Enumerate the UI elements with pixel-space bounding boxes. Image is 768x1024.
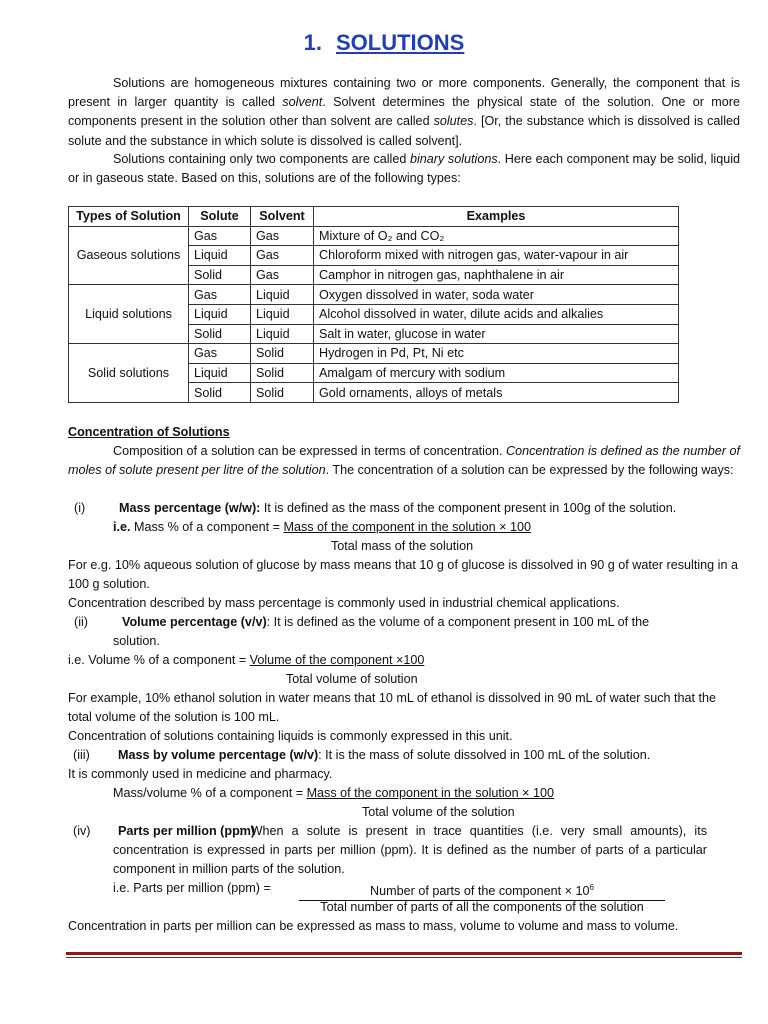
- mass-example: For e.g. 10% aqueous solution of glucose by mass means that 10 g of glucose is dissolved in 90 g of water resulting in a 100 g solution.: [68, 558, 738, 592]
- formula-exponent: 6: [589, 883, 594, 892]
- formula-lhs: i.e. Parts per million (ppm) =: [113, 881, 271, 895]
- formula-lhs: i.e. Volume % of a component =: [68, 653, 250, 667]
- table-row: [69, 344, 679, 364]
- table-header-row: [69, 207, 679, 227]
- solvent-cell: Solid: [251, 363, 314, 383]
- solute-cell: Solid: [189, 265, 251, 285]
- solute-cell: Gas: [189, 285, 251, 305]
- intro-paragraph-2: [68, 150, 740, 188]
- intro-text: . [Or, the substance which is dissolved is called solute and the substance in which solute is dissolved is called solvent].: [68, 114, 740, 148]
- item-definition: It is defined as the mass of the component present in 100g of the solution.: [260, 501, 677, 515]
- type-cell: Solid solutions: [69, 344, 189, 403]
- concentration-definition: Concentration is defined as the number of moles of solute present per litre of the solution: [68, 444, 741, 478]
- concentration-intro: [68, 442, 740, 480]
- solvent-cell: Liquid: [251, 285, 314, 305]
- header-cell: Types of Solution: [69, 207, 189, 227]
- formula-lhs: Mass % of a component =: [130, 520, 284, 534]
- type-cell: Liquid solutions: [69, 285, 189, 344]
- mass-volume-usage: It is commonly used in medicine and pharmacy.: [68, 767, 333, 781]
- formula-numerator: Mass of the component in the solution × 100: [283, 520, 531, 534]
- item-number: (iii): [73, 748, 90, 762]
- section-heading: Concentration of Solutions: [68, 425, 230, 439]
- intro-text: Solutions containing only two components are called: [113, 152, 410, 166]
- formula-numerator: Number of parts of the component × 10: [370, 884, 590, 899]
- header-cell: Solvent: [251, 207, 314, 227]
- item-definition-cont: solution.: [113, 634, 160, 648]
- ppm-definition: : When a solute is present in trace quantities (i.e. very small amounts), its concentration is expressed in parts per million (ppm). It is defined as the number of parts of a particular component in million parts of the solution.: [113, 824, 707, 877]
- formula-denominator: Total volume of the solution: [362, 805, 515, 819]
- volume-percentage-item: [68, 613, 649, 632]
- item-term: Mass percentage (w/w):: [119, 501, 261, 515]
- item-term: Parts per million (ppm): [118, 824, 256, 838]
- volume-usage: Concentration of solutions containing liquids is commonly expressed in this unit.: [68, 729, 513, 743]
- solute-cell: Gas: [189, 226, 251, 246]
- mass-volume-formula: [113, 784, 554, 803]
- solvent-cell: Liquid: [251, 304, 314, 324]
- solvent-cell: Gas: [251, 265, 314, 285]
- item-number: (iv): [73, 824, 91, 838]
- item-definition: : It is the mass of solute dissolved in 100 mL of the solution.: [318, 748, 651, 762]
- example-cell: Camphor in nitrogen gas, naphthalene in air: [314, 265, 679, 285]
- formula-numerator: Volume of the component ×100: [249, 653, 425, 667]
- mass-usage: Concentration described by mass percentage is commonly used in industrial chemical applications.: [68, 596, 620, 610]
- intro-text: . Here each component may be solid, liquid or in gaseous state. Based on this, solutions are of the following types:: [68, 152, 741, 186]
- solute-cell: Solid: [189, 324, 251, 344]
- formula-denominator: Total volume of solution: [286, 672, 418, 686]
- intro-text: Solutions are homogeneous mixtures containing two or more components. Generally, the component that is present in larger quantity is called: [68, 76, 740, 110]
- item-number: (ii): [74, 615, 88, 629]
- type-cell: Gaseous solutions: [69, 226, 189, 285]
- example-cell: Hydrogen in Pd, Pt, Ni etc: [314, 344, 679, 364]
- term-solvent: solvent: [282, 95, 323, 110]
- mass-percentage-item: [68, 499, 676, 518]
- footer-rule-thin: [66, 957, 742, 958]
- item-term: Volume percentage (v/v): [122, 615, 267, 629]
- formula-lhs: Mass/volume % of a component =: [113, 786, 307, 800]
- intro-text: . Solvent determines the physical state of the solution. One or more components present in the solution other than solvent are called: [68, 95, 740, 129]
- term-solutes: solutes: [433, 114, 474, 129]
- chapter-title: SOLUTIONS: [336, 30, 465, 55]
- intro-text: Composition of a solution can be expressed in terms of concentration.: [113, 444, 507, 458]
- item-term: Mass by volume percentage (w/v): [118, 748, 319, 762]
- ie-label: i.e.: [113, 520, 131, 534]
- formula-denominator: Total number of parts of all the components of the solution: [320, 900, 644, 914]
- solvent-cell: Liquid: [251, 324, 314, 344]
- solvent-cell: Solid: [251, 344, 314, 364]
- example-cell: Salt in water, glucose in water: [314, 324, 679, 344]
- example-cell: Amalgam of mercury with sodium: [314, 363, 679, 383]
- mass-formula: [113, 518, 531, 537]
- solvent-cell: Solid: [251, 383, 314, 403]
- example-cell: Mixture of O₂ and CO₂: [314, 226, 679, 246]
- page-title: [0, 30, 768, 56]
- mass-volume-item: [68, 746, 650, 765]
- solution-types-table: [68, 206, 679, 403]
- example-cell: Oxygen dissolved in water, soda water: [314, 285, 679, 305]
- formula-denominator: Total mass of the solution: [331, 539, 474, 553]
- example-cell: Chloroform mixed with nitrogen gas, water-vapour in air: [314, 246, 679, 266]
- solvent-cell: Gas: [251, 226, 314, 246]
- intro-text: . The concentration of a solution can be expressed by the following ways:: [325, 463, 734, 478]
- solute-cell: Liquid: [189, 304, 251, 324]
- item-number: (i): [74, 501, 86, 515]
- example-cell: Gold ornaments, alloys of metals: [314, 383, 679, 403]
- ppm-formula: [113, 879, 271, 898]
- item-definition: : It is defined as the volume of a component present in 100 mL of the: [266, 615, 650, 629]
- table-row: [69, 285, 679, 305]
- solute-cell: Liquid: [189, 246, 251, 266]
- term-binary: binary solutions: [410, 152, 498, 166]
- volume-example: For example, 10% ethanol solution in water means that 10 mL of ethanol is dissolved in 90 mL of water such that the total volume of the solution is 100 mL.: [68, 691, 717, 725]
- formula-numerator: Mass of the component in the solution × 100: [306, 786, 555, 800]
- example-cell: Alcohol dissolved in water, dilute acids and alkalies: [314, 304, 679, 324]
- volume-formula: [68, 651, 424, 670]
- solute-cell: Gas: [189, 344, 251, 364]
- header-cell: Solute: [189, 207, 251, 227]
- table-row: [69, 226, 679, 246]
- intro-paragraph-1: [68, 74, 740, 151]
- header-cell: Examples: [314, 207, 679, 227]
- chapter-number: 1.: [303, 30, 322, 55]
- footer-rule: [66, 952, 742, 955]
- ppm-closing: Concentration in parts per million can be expressed as mass to mass, volume to volume and mass to volume.: [68, 919, 679, 933]
- solvent-cell: Gas: [251, 246, 314, 266]
- solute-cell: Liquid: [189, 363, 251, 383]
- solute-cell: Solid: [189, 383, 251, 403]
